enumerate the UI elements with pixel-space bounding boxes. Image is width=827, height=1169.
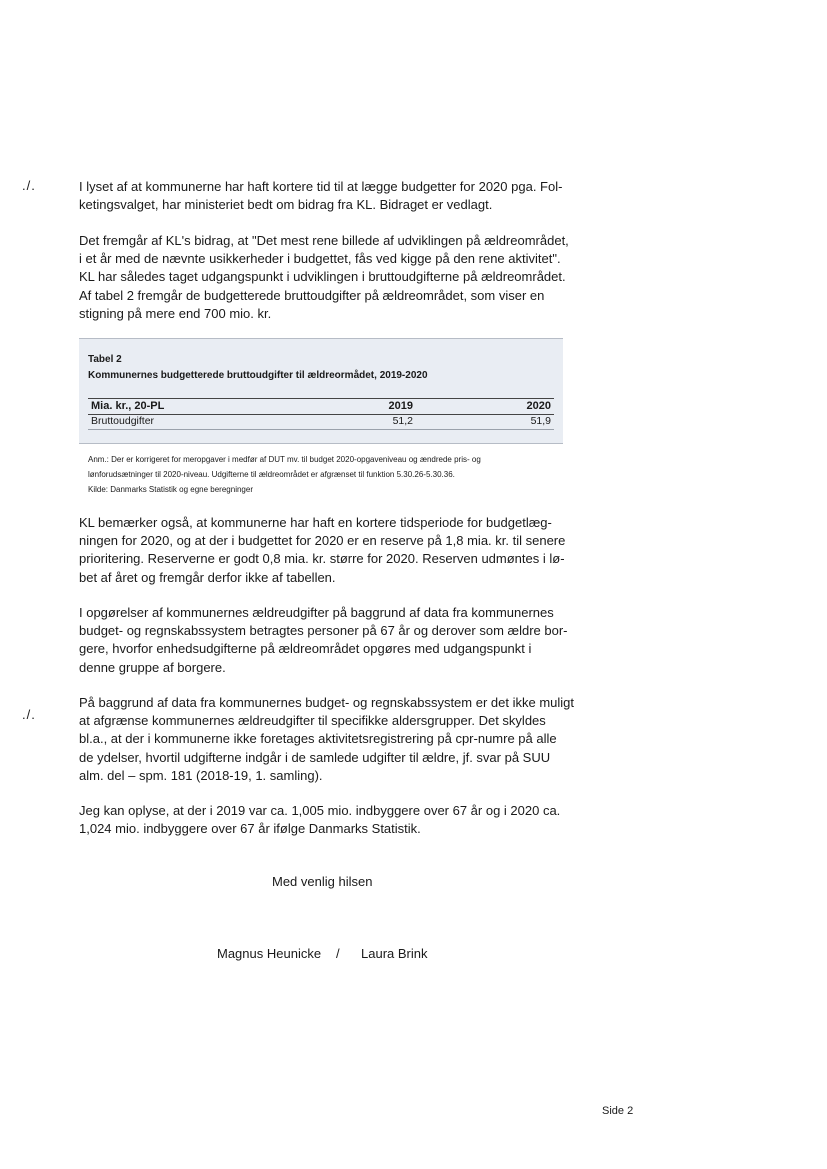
text-line: 1,024 mio. indbyggere over 67 år ifølge Danmarks Statistik. [79, 821, 421, 837]
signature-name-1: Magnus Heunicke [217, 946, 322, 961]
table-header-2019: 2019 [388, 400, 413, 412]
table-label: Tabel 2 [88, 354, 122, 365]
table-cell-2020: 51,9 [530, 415, 551, 427]
table-2 [79, 338, 563, 444]
text-line: bet af året og fremgår derfor ikke af tabellen. [79, 569, 336, 585]
table-header-2020: 2020 [526, 400, 551, 412]
text-line: KL bemærker også, at kommunerne har haft en kortere tidsperiode for budgetlæg- [79, 515, 552, 530]
table-title: Kommunernes budgetterede bruttoudgifter til ældreormådet, 2019-2020 [88, 370, 428, 381]
table-cell-label: Bruttoudgifter [91, 415, 155, 427]
table-header-row [88, 398, 554, 415]
text-line: Jeg kan oplyse, at der i 2019 var ca. 1,005 mio. indbyggere over 67 år og i 2020 ca. [79, 803, 561, 818]
table-source: Kilde: Danmarks Statistik og egne beregninger [88, 485, 253, 494]
text-line: denne gruppe af borgere. [79, 659, 226, 675]
margin-marker-2: ./. [22, 707, 36, 722]
text-line: I opgørelser af kommunernes ældreudgifter på baggrund af data fra kommunernes [79, 605, 554, 620]
text-line: budget- og regnskabssystem betragtes personer på 67 år og derover som ældre bor- [79, 623, 568, 639]
paragraph-4 [79, 604, 569, 677]
table-header-unit: Mia. kr., 20-PL [91, 400, 165, 412]
text-line: at afgrænse kommunernes ældreudgifter til specifikke aldersgrupper. Det skyldes [79, 713, 546, 729]
paragraph-3 [79, 514, 569, 587]
table-cell-2019: 51,2 [392, 415, 413, 427]
table-note: lønforudsætninger til 2020-niveau. Udgifterne til ældreområdet er afgrænset til funktion 5.30.26-5.30.36. [88, 470, 455, 479]
text-line: KL har således taget udgangspunkt i udviklingen i bruttoudgifterne på ældreområdet. [79, 269, 566, 285]
text-line: stigning på mere end 700 mio. kr. [79, 305, 272, 321]
text-line: prioritering. Reserverne er godt 0,8 mia. kr. større for 2020. Reserven udmøntes i lø- [79, 551, 565, 567]
text-line: I lyset af at kommunerne har haft kortere tid til at lægge budgetter for 2020 pga. Fol- [79, 179, 563, 194]
paragraph-6 [79, 802, 569, 838]
table-notes [88, 452, 481, 497]
margin-marker-1: ./. [22, 178, 36, 193]
table-note: Anm.: Der er korrigeret for meropgaver i medfør af DUT mv. til budget 2020-opgaveniveau og ændrede pris- og [88, 455, 481, 464]
paragraph-5 [79, 694, 574, 785]
text-line: ketingsvalget, har ministeriet bedt om bidrag fra KL. Bidraget er vedlagt. [79, 197, 493, 213]
paragraph-1 [79, 178, 569, 214]
text-line: bl.a., at der i kommunerne ikke foretages aktivitetsregistrering på cpr-numre på alle [79, 731, 557, 747]
text-line: i et år med de nævnte usikkerheder i budgettet, fås ved kigge på den rene aktivitet". [79, 251, 561, 267]
text-line: gere, hvorfor enhedsudgifterne på ældreområdet opgøres med udgangspunkt i [79, 641, 532, 657]
table-row [88, 414, 554, 430]
closing-greeting: Med venlig hilsen [272, 874, 373, 889]
text-line: alm. del – spm. 181 (2018-19, 1. samling). [79, 767, 323, 783]
text-line: Det fremgår af KL's bidrag, at "Det mest rene billede af udviklingen på ældreområdet, [79, 233, 569, 248]
paragraph-2 [79, 232, 569, 323]
signature-separator: / [336, 946, 340, 961]
signature-name-2: Laura Brink [361, 946, 428, 961]
page-number: Side 2 [602, 1105, 634, 1117]
text-line: Af tabel 2 fremgår de budgetterede bruttoudgifter på ældreområdet, som viser en [79, 287, 545, 303]
text-line: På baggrund af data fra kommunernes budget- og regnskabssystem er det ikke muligt [79, 695, 574, 710]
text-line: de ydelser, hvortil udgifterne indgår i de samlede udgifter til ældre, jf. svar på SUU [79, 749, 551, 765]
text-line: ningen for 2020, og at der i budgettet for 2020 er en reserve på 1,8 mia. kr. til senere [79, 533, 566, 549]
